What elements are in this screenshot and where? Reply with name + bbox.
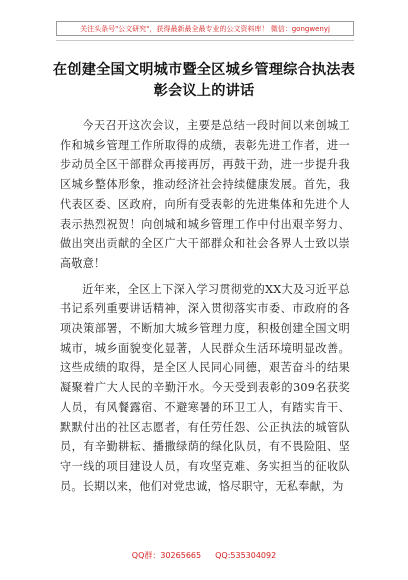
paragraph-1: 今天召开这次会议，主要是总结一段时间以来创城工作和城乡管理工作所取得的成绩，表彰先进工作者，进一步动员全区干部群众再接再厉，再鼓干劲，进一步提升我区城乡整体形象，推动经济社会持续健康发展。首先，我代表区委、区政府，向所有受表彰的先进集体和先进个人表示热烈祝贺！向创城和城乡管理工作中付出艰辛努力、做出突出贡献的全区广大干部群众和社会各界人士致以崇高敬意！ — [60, 119, 350, 270]
footer-qq: QQ:535304092 — [215, 551, 277, 560]
footer-qq-group: QQ群：30265665 — [131, 551, 202, 560]
document-body — [60, 116, 350, 496]
footer-contact — [0, 550, 408, 561]
document-title: 在创建全国文明城市暨全区城乡管理综合执法表彰会议上的讲话 — [52, 62, 356, 99]
header-divider — [56, 40, 354, 41]
header-banner: 关注头条号"公文研究"，获得最新最全最专业的公文资料库！ 微信：gongwenyj — [56, 21, 354, 36]
paragraph-2: 近年来，全区上下深入学习贯彻党的XX大及习近平总书记系列重要讲话精神，深入贯彻落实市委、市政府的各项决策部署，不断加大城乡管理力度，积极创建全国文明城市，城乡面貌变化显著，人民群众生活环境明显改善。这些成绩的取得，是全区人民同心同德，艰苦奋斗的结果凝聚着广大人民的辛勤汗水。今天受到表彰的309名获奖人员，有风餐露宿、不避寒暑的环卫工人，有踏实肯干、默默付出的社区志愿者，有任劳任怨、公正执法的城管队员，有辛勤耕耘、播撒绿荫的绿化队员，有不畏险阻、坚守一线的项目建设人员，有攻坚克难、务实担当的征收队员。长期以来，他们对党忠诚，恪尽职守，无私奉献，为 — [60, 282, 350, 493]
